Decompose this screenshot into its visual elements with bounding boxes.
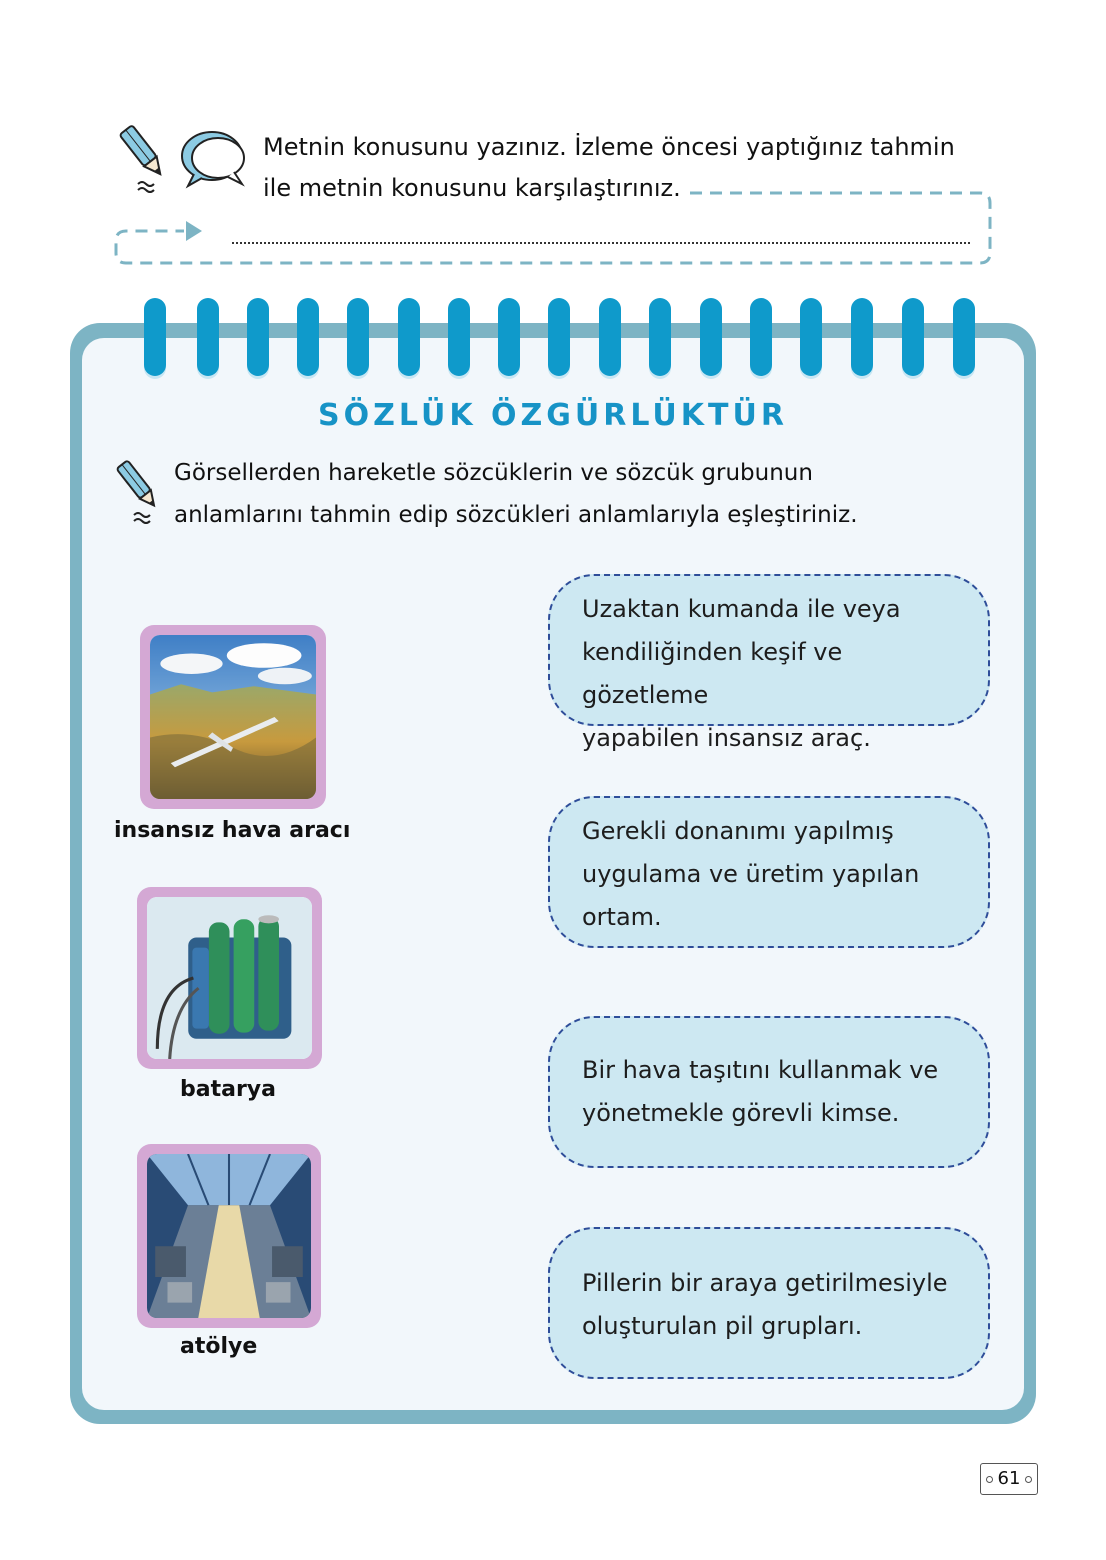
definition-card[interactable] <box>548 796 990 948</box>
workshop-image-frame[interactable] <box>137 1144 321 1328</box>
battery-image <box>147 897 312 1059</box>
definition-line: yapabilen insansız araç. <box>582 724 871 752</box>
pencil-icon <box>116 457 160 527</box>
definition-line: Gerekli donanımı yapılmış <box>582 817 894 845</box>
page-number-dot <box>1025 1476 1032 1483</box>
binder-ring <box>599 298 621 376</box>
binder-ring <box>649 298 671 376</box>
binder-ring <box>851 298 873 376</box>
drone-image-frame[interactable] <box>140 625 326 809</box>
binder-ring <box>347 298 369 376</box>
definition-line: yönetmekle görevli kimse. <box>582 1099 900 1127</box>
top-prompt-line-1: Metnin konusunu yazınız. İzleme öncesi yaptığınız tahmin <box>263 133 955 161</box>
speech-bubbles-icon <box>178 126 250 190</box>
top-prompt-line-2: ile metnin konusunu karşılaştırınız. <box>263 174 681 202</box>
answer-frame <box>114 191 992 265</box>
drone-image <box>150 635 316 799</box>
definition-line: uygulama ve üretim yapılan <box>582 860 920 888</box>
definition-card[interactable] <box>548 1016 990 1168</box>
word-label-battery: batarya <box>180 1077 276 1102</box>
binder-ring <box>953 298 975 376</box>
binder-ring <box>548 298 570 376</box>
definition-line: kendiliğinden keşif ve gözetleme <box>582 638 843 709</box>
definition-line: oluşturulan pil grupları. <box>582 1312 863 1340</box>
definition-line: ortam. <box>582 903 662 931</box>
page-number-text: 61 <box>997 1468 1021 1489</box>
workshop-image <box>147 1154 311 1318</box>
word-label-workshop: atölye <box>180 1334 258 1359</box>
binder-ring <box>498 298 520 376</box>
instruction-line-1: Görsellerden hareketle sözcüklerin ve sözcük grubunun <box>174 460 813 486</box>
page-number <box>980 1463 1038 1495</box>
page-number-dot <box>986 1476 993 1483</box>
binder-ring <box>448 298 470 376</box>
word-label-drone: insansız hava aracı <box>114 818 351 843</box>
binder-ring <box>398 298 420 376</box>
definition-line: Pillerin bir araya getirilmesiyle <box>582 1269 948 1297</box>
definition-card[interactable] <box>548 1227 990 1379</box>
definition-line: Bir hava taşıtını kullanmak ve <box>582 1056 939 1084</box>
binder-ring <box>800 298 822 376</box>
binder-ring <box>144 298 166 376</box>
binder-ring <box>700 298 722 376</box>
answer-line[interactable] <box>232 242 970 244</box>
section-title: SÖZLÜK ÖZGÜRLÜKTÜR <box>318 398 788 433</box>
pencil-icon <box>118 122 168 194</box>
binder-ring <box>902 298 924 376</box>
definition-line: Uzaktan kumanda ile veya <box>582 595 901 623</box>
binder-ring <box>247 298 269 376</box>
binder-ring <box>297 298 319 376</box>
binder-ring <box>197 298 219 376</box>
instruction-text <box>174 452 994 536</box>
definition-card[interactable] <box>548 574 990 752</box>
battery-image-frame[interactable] <box>137 887 322 1069</box>
binder-ring <box>750 298 772 376</box>
instruction-line-2: anlamlarını tahmin edip sözcükleri anlamlarıyla eşleştiriniz. <box>174 502 858 528</box>
